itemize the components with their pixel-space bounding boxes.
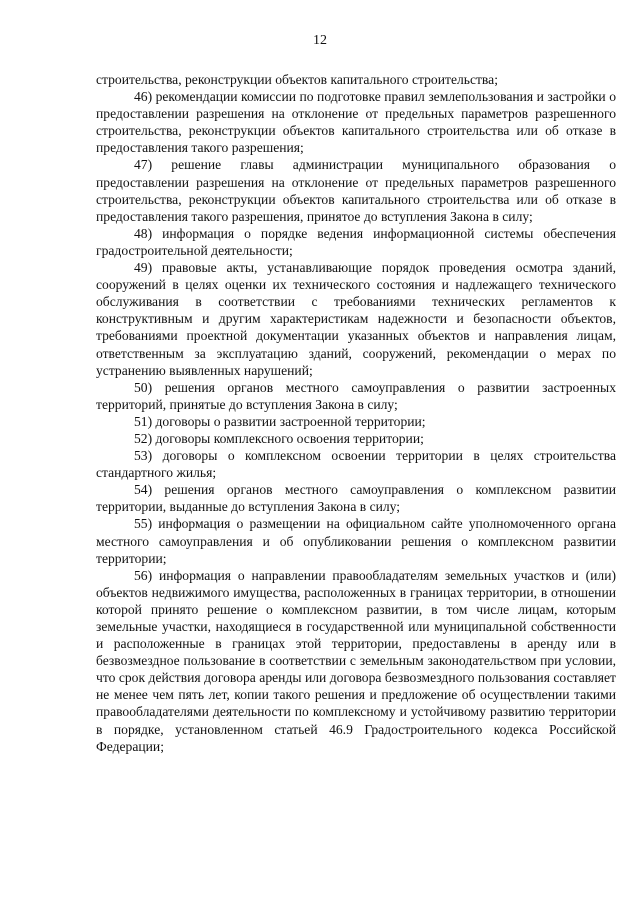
paragraph-item-54: 54) решения органов местного самоуправления о комплексном развитии территории, выданные до вступления Закона в силу; — [96, 482, 616, 515]
paragraph-item-50: 50) решения органов местного самоуправления о развитии застроенных территорий, принятые до вступления Закона в силу; — [96, 379, 616, 412]
page-number: 12 — [313, 33, 327, 48]
paragraph-item-55: 55) информация о размещении на официальном сайте уполномоченного органа местного самоуправления и об опубликовании решения о комплексном развитии территории; — [96, 516, 616, 566]
paragraph-item-51: 51) договоры о развитии застроенной территории; — [134, 413, 426, 429]
paragraph-item-49: 49) правовые акты, устанавливающие порядок проведения осмотра зданий, сооружений в целях оценки их технического состояния и надлежащего технического обслуживания в соответствии с требованиями технических регламентов к конструктивным и другим характеристикам надежности и безопасности объектов, требованиями проектной документации указанных объектов и направления лицам, ответственным за эксплуатацию зданий, сооружений, рекомендации о мерах по устранению выявленных нарушений; — [96, 260, 616, 378]
paragraph-continuation: строительства, реконструкции объектов капитального строительства; — [96, 72, 498, 87]
paragraph-item-48: 48) информация о порядке ведения информационной системы обеспечения градостроительной деятельности; — [96, 225, 616, 258]
paragraph-item-47: 47) решение главы администрации муниципального образования о предоставлении разрешения на отклонение от предельных параметров разрешенного строительства, реконструкции объектов капитального строительства или об отказе в предоставления такого разрешения, принятое до вступления Закона в силу; — [96, 157, 616, 224]
paragraph-item-53: 53) договоры о комплексном освоении территории в целях строительства стандартного жилья; — [96, 448, 616, 481]
paragraph-item-46: 46) рекомендации комиссии по подготовке правил землепользования и застройки о предоставлении разрешения на отклонение от предельных параметров разрешенного строительства, реконструкции объектов капитального строительства или об отказе в предоставления такого разрешения; — [96, 89, 616, 156]
paragraph-item-56: 56) информация о направлении правообладателям земельных участков и (или) объектов недвижимого имущества, расположенных в границах территории, в отношении которой принято решение о комплексном развитии, в том числе лицам, которым земельные участки, находящиеся в государственной или муниципальной собственности и расположенные в границах этой территории, предоставлены в аренду или в безвозмездное пользование в соответствии с земельным законодательством при условии, что срок действия договора аренды или договора безвозмездного пользования составляет не менее чем пять лет, копии такого решения и предложение об осуществлении такими правообладателями деятельности по комплексному и устойчивому развитию территории в порядке, установленном статьей 46.9 Градостроительного кодекса Российской Федерации; — [96, 567, 616, 754]
document-body — [96, 71, 616, 755]
paragraph-item-52: 52) договоры комплексного освоения территории; — [134, 430, 424, 446]
